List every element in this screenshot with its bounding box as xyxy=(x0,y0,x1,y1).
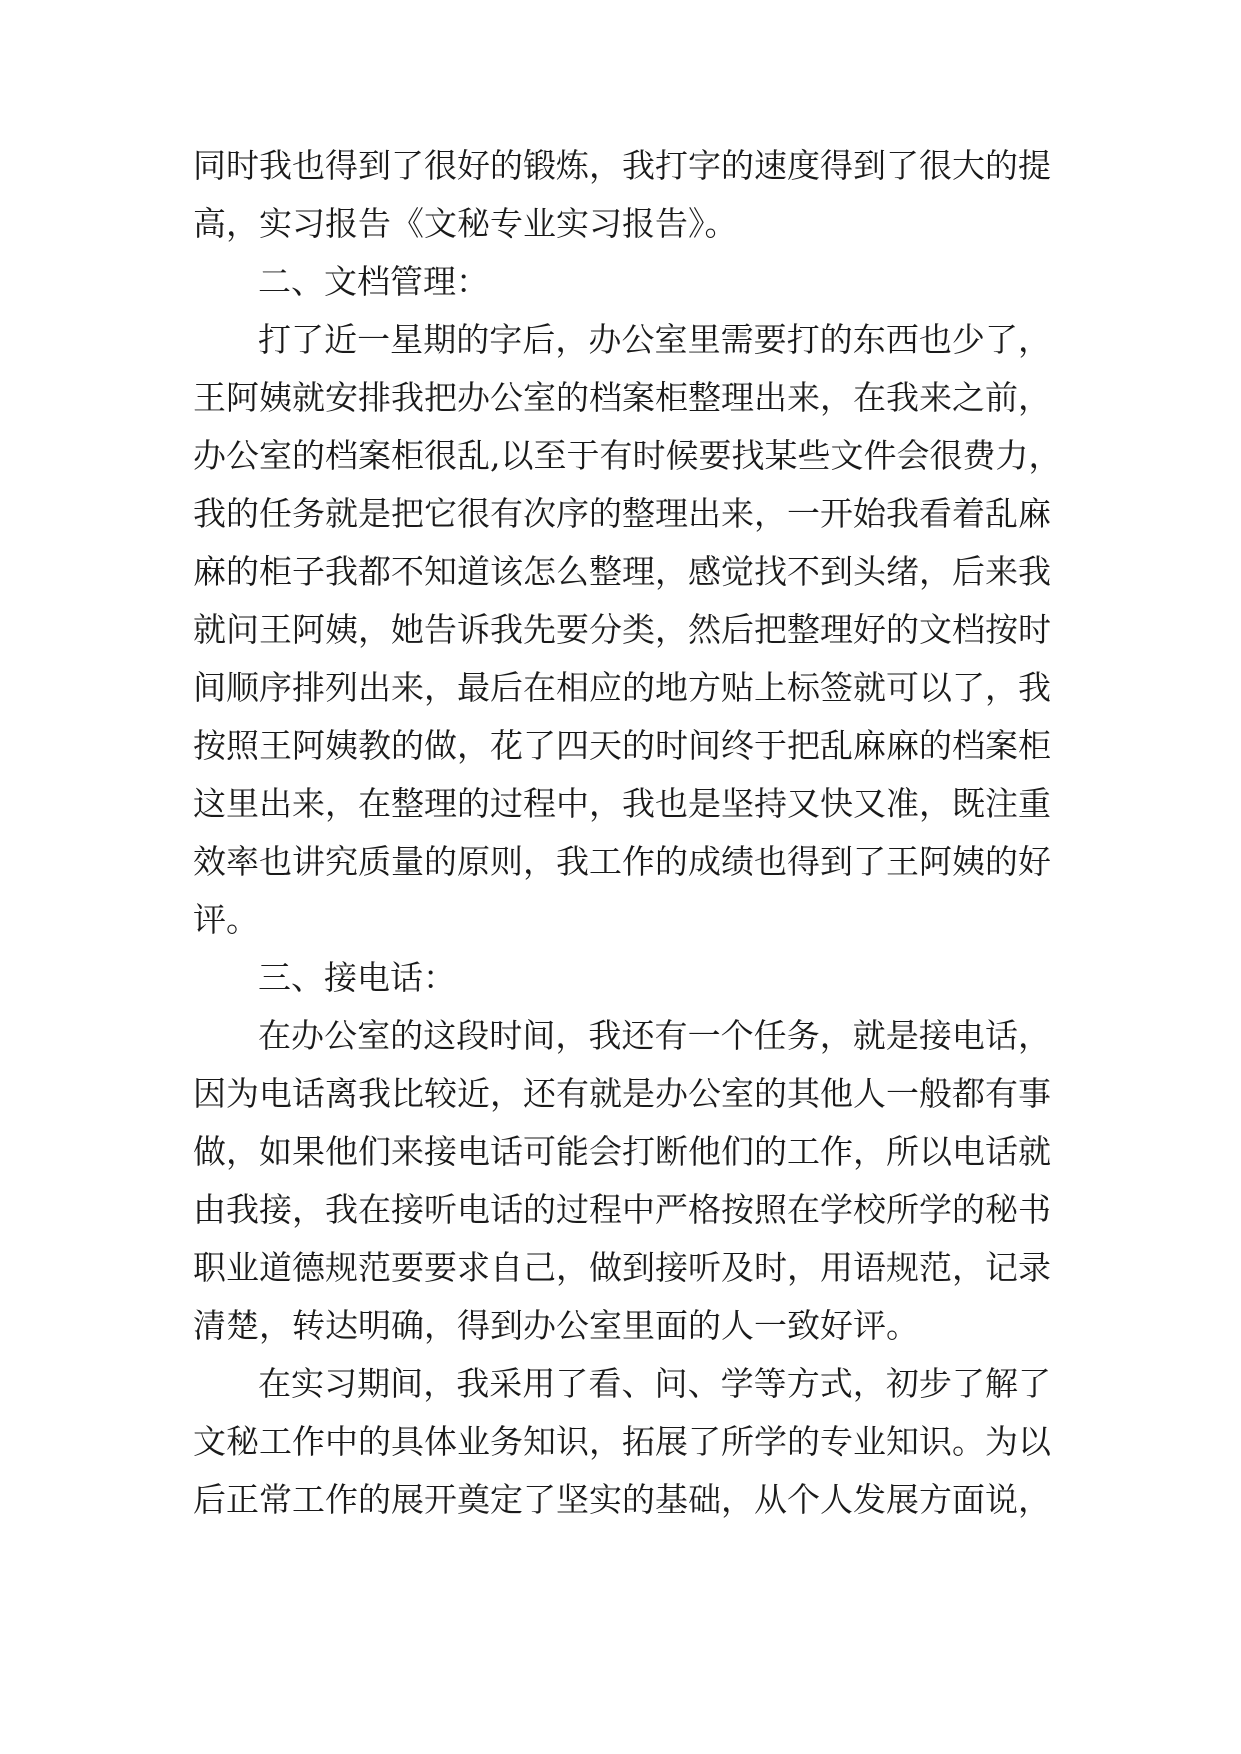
text-line: 麻的柜子我都不知道该怎么整理，感觉找不到头绪，后来我 xyxy=(193,552,1051,591)
text-line: 由我接，我在接听电话的过程中严格按照在学校所学的秘书 xyxy=(193,1190,1051,1229)
text-line: 我的任务就是把它很有次序的整理出来，一开始我看着乱麻 xyxy=(193,494,1051,533)
section-heading: 二、文档管理： xyxy=(258,262,489,301)
text-line: 间顺序排列出来，最后在相应的地方贴上标签就可以了，我 xyxy=(193,668,1051,707)
section-heading: 三、接电话： xyxy=(258,958,456,997)
text-line: 文秘工作中的具体业务知识，拓展了所学的专业知识。为以 xyxy=(193,1422,1051,1461)
text-line: 就问王阿姨，她告诉我先要分类，然后把整理好的文档按时 xyxy=(193,610,1051,649)
text-line: 评。 xyxy=(193,900,259,939)
text-line: 同时我也得到了很好的锻炼，我打字的速度得到了很大的提 xyxy=(193,146,1051,185)
text-line: 清楚，转达明确，得到办公室里面的人一致好评。 xyxy=(193,1306,919,1345)
text-line: 高，实习报告《文秘专业实习报告》。 xyxy=(193,204,738,243)
text-line: 在实习期间，我采用了看、问、学等方式，初步了解了 xyxy=(258,1364,1051,1403)
text-line: 后正常工作的展开奠定了坚实的基础，从个人发展方面说， xyxy=(193,1480,1051,1519)
text-line: 这里出来，在整理的过程中，我也是坚持又快又准，既注重 xyxy=(193,784,1051,823)
text-line: 在办公室的这段时间，我还有一个任务，就是接电话， xyxy=(258,1016,1051,1055)
text-line: 做，如果他们来接电话可能会打断他们的工作，所以电话就 xyxy=(193,1132,1051,1171)
text-line: 打了近一星期的字后，办公室里需要打的东西也少了， xyxy=(258,320,1051,359)
text-line: 按照王阿姨教的做，花了四天的时间终于把乱麻麻的档案柜 xyxy=(193,726,1051,765)
text-line: 职业道德规范要要求自己，做到接听及时，用语规范，记录 xyxy=(193,1248,1051,1287)
text-line: 王阿姨就安排我把办公室的档案柜整理出来，在我来之前， xyxy=(193,378,1051,417)
text-line: 效率也讲究质量的原则，我工作的成绩也得到了王阿姨的好 xyxy=(193,842,1051,881)
text-line: 因为电话离我比较近，还有就是办公室的其他人一般都有事 xyxy=(193,1074,1051,1113)
text-line: 办公室的档案柜很乱,以至于有时候要找某些文件会很费力， xyxy=(193,436,1062,475)
